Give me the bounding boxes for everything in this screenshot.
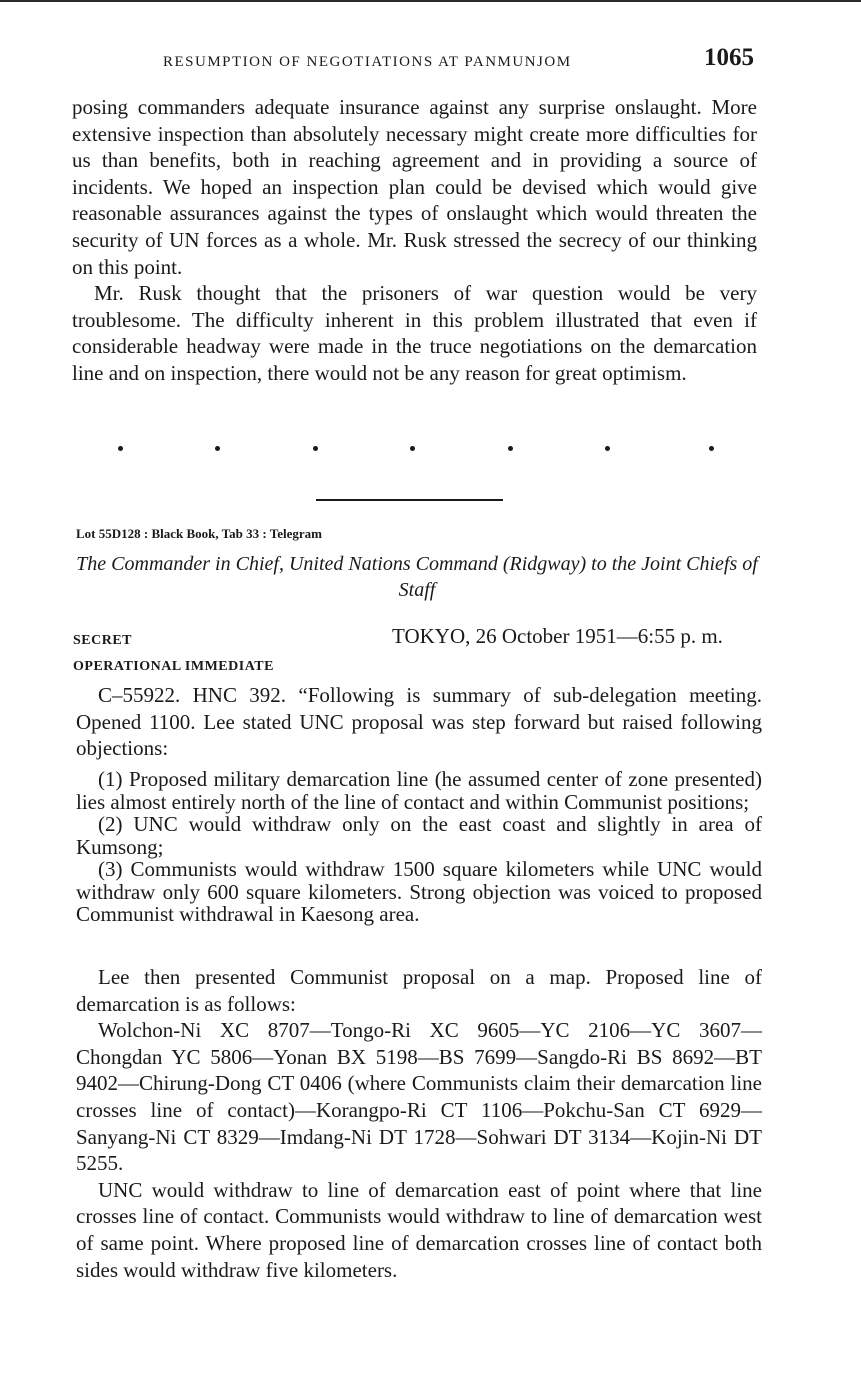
objections-list (76, 768, 762, 926)
source-note: Lot 55D128 : Black Book, Tab 33 : Telegram (76, 526, 322, 541)
ellipsis-dot (709, 446, 714, 451)
running-title: RESUMPTION OF NEGOTIATIONS AT PANMUNJOM (163, 54, 572, 70)
document-title: The Commander in Chief, United Nations Command (Ridgway) to the Joint Chiefs of Staff (76, 553, 758, 601)
objection-item: (2) UNC would withdraw only on the east coast and slightly in area of Kumsong; (76, 812, 762, 859)
ellipsis-dot (215, 446, 220, 451)
ellipsis-dot (313, 446, 318, 451)
intro-paragraph: C–55922. HNC 392. “Following is summary of sub-delegation meeting. Opened 1100. Lee stated UNC proposal was step forward but raised following objections: (76, 683, 762, 761)
objection-item: (3) Communists would withdraw 1500 square kilometers while UNC would withdraw only 600 square kilometers. Strong objection was voiced to proposed Communist withdrawal in Kaesong area. (76, 857, 762, 926)
telegram-body (76, 964, 762, 1283)
ellipsis-dots (72, 446, 772, 468)
body-paragraph: Lee then presented Communist proposal on a map. Proposed line of demarcation is as follows: (76, 965, 762, 1016)
telegram-intro (76, 682, 762, 762)
objection-item: (1) Proposed military demarcation line (he assumed center of zone presented) lies almost entirely north of the line of contact and within Communist positions; (76, 767, 762, 814)
ellipsis-dot (508, 446, 513, 451)
ellipsis-dot (605, 446, 610, 451)
section-separator (316, 499, 503, 501)
classification-label: SECRET (73, 633, 133, 648)
paragraph-continued: posing commanders adequate insurance against any surprise onslaught. More extensive inspection than absolutely necessary might create more difficulties for us than benefits, both in reaching agreement and in providing a source of incidents. We hoped an inspection plan could be devised which would give reasonable assurances against the types of onslaught which would threaten the security of UN forces as a whole. Mr. Rusk stressed the secrecy of our thinking on this point. (72, 95, 757, 279)
ellipsis-dot (410, 446, 415, 451)
dateline: TOKYO, 26 October 1951—6:55 p. m. (392, 624, 723, 648)
withdrawal-paragraph: UNC would withdraw to line of demarcation east of point where that line crosses line of contact. Communists would withdraw to line of demarcation west of same point. Where proposed line of demarcation crosses line of contact both sides would withdraw five kilometers. (76, 1177, 762, 1282)
page-number: 1065 (704, 44, 754, 71)
demarcation-line-paragraph: Wolchon-Ni XC 8707—Tongo-Ri XC 9605—YC 2106—YC 3607—Chongdan YC 5806—Yonan BX 5198—BS 7699—Sangdo-Ri BS 8692—BT 9402—Chirung-Dong CT 0406 (where Communists claim their demarcation line crosses line of contact)—Korangpo-Ri CT 1106—Pokchu-San CT 6929—Sanyang-Ni CT 8329—Imdang-Ni DT 1728—Sohwari DT 3134—Kojin-Ni DT 5255. (76, 1018, 762, 1176)
ellipsis-dot (118, 446, 123, 451)
page-header (0, 44, 861, 74)
continued-text (72, 94, 757, 387)
top-rule (0, 0, 861, 2)
precedence-label: OPERATIONAL IMMEDIATE (73, 659, 274, 674)
paragraph-rusk-pow: Mr. Rusk thought that the prisoners of war question would be very troublesome. The difficulty inherent in this problem illustrated that even if considerable headway were made in the truce negotiations on the demarcation line and on inspection, there would not be any reason for great optimism. (72, 281, 757, 385)
